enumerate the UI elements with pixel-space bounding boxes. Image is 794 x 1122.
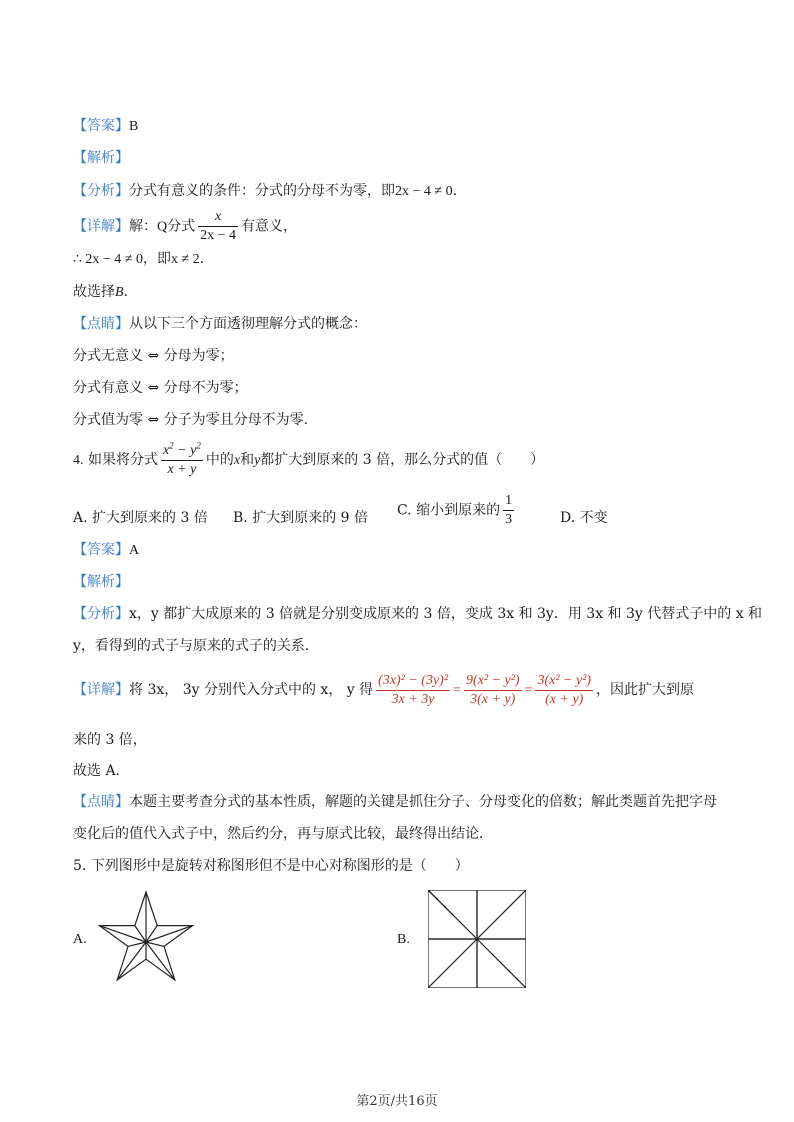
q4-option-c <box>397 492 517 529</box>
q4-answer-line <box>73 540 139 561</box>
q3-comment-text: 从以下三个方面透彻理解分式的概念： <box>129 316 367 332</box>
q4-option-c-num: 1 <box>503 492 514 511</box>
q4-comment-line2: 变化后的值代入式子中，然后约分，再与原式比较，最终得出结论． <box>73 826 493 842</box>
jiexi-tag: 【解析】 <box>73 574 129 590</box>
analysis-tag: 【分析】 <box>73 606 129 622</box>
period: . <box>123 284 129 300</box>
q3-detail-line <box>73 208 297 246</box>
comment-tag: 【点睛】 <box>73 316 129 332</box>
comment-tag: 【点睛】 <box>73 794 129 810</box>
q4-choose-line: 故选 A． <box>73 763 130 779</box>
q5-label-b: B. <box>397 932 410 947</box>
q4-var-y: y <box>254 453 261 468</box>
q3-therefore-end: x ≠ 2 <box>171 252 200 267</box>
q4-option-c-den: 3 <box>505 512 513 527</box>
q4-stem-b: 中的 <box>205 452 234 468</box>
q4-stem <box>73 440 544 481</box>
period: ． <box>452 183 467 199</box>
q4-eq1-num: (3x)² − (3y)² <box>376 672 450 691</box>
q4-option-d: D. 不变 <box>560 510 608 526</box>
period: ． <box>199 251 214 267</box>
q4-jiexi-line <box>73 572 129 592</box>
q5-label-a: A. <box>73 932 87 947</box>
sup-2: 2 <box>196 439 201 450</box>
q3-comment-line <box>73 314 367 334</box>
q4-eq2-den: 3(x + y) <box>470 691 516 707</box>
analysis-tag: 【分析】 <box>73 183 129 199</box>
q3-answer-value: B <box>129 119 139 134</box>
page-footer: 第2页/共16页 <box>356 1094 438 1109</box>
sup-2: 2 <box>169 439 174 450</box>
q4-analysis-line1 <box>73 604 762 624</box>
q4-frac-den: x + y <box>167 461 197 477</box>
q3-frac-num: x <box>198 208 238 227</box>
q4-eq1 <box>376 672 450 709</box>
q3-detail-suffix: 有意义， <box>241 218 298 235</box>
detail-tag: 【详解】 <box>73 218 129 235</box>
q3-choose-text: 故选择 <box>73 284 115 300</box>
q3-analysis-text: 分式有意义的条件：分式的分母不为零，即 <box>129 183 395 199</box>
q4-eq3 <box>535 672 593 709</box>
q4-comment-line1 <box>73 792 717 812</box>
q4-detail-b: ，因此扩大到原 <box>596 682 695 698</box>
q3-comment-3: 分式值为零 ⇔ 分子为零且分母不为零. <box>73 412 309 428</box>
q4-number: 4. <box>73 453 84 468</box>
q3-choose-letter: B <box>115 285 124 300</box>
q4-eq3-num: 3(x² − y²) <box>535 672 593 691</box>
equals-sign: = <box>524 683 533 698</box>
star-figure <box>94 888 198 992</box>
q3-comment-1: 分式无意义 ⇔ 分母为零； <box>73 348 234 364</box>
q4-stem-a: 如果将分式 <box>87 452 158 468</box>
q3-analysis-line <box>73 181 467 202</box>
q4-eq3-den: (x + y) <box>545 691 584 707</box>
q4-eq2 <box>464 672 522 709</box>
q4-analysis-text1: x，y 都扩大成原来的 3 倍就是分别变成原来的 3 倍，变成 3x 和 3y．用 3x 和 3y 代替式子中的 x 和 <box>129 606 763 622</box>
q4-option-c-fraction <box>503 492 514 529</box>
q4-analysis-line2: y，看得到的式子与原来的式子的关系． <box>73 638 319 654</box>
q4-eq1-den: 3x + 3y <box>391 691 435 707</box>
q3-therefore-math: ∴ 2x − 4 ≠ 0 <box>73 252 143 267</box>
jiexi-tag: 【解析】 <box>73 150 129 166</box>
q4-frac-num <box>161 439 203 461</box>
q3-frac-den: 2x − 4 <box>200 228 237 243</box>
q4-frac-num-b: − y <box>173 442 197 458</box>
q4-option-c-text: C. 缩小到原来的 <box>397 502 501 519</box>
q4-var-x: x <box>233 453 241 468</box>
q3-detail-mid: 分式 <box>167 218 196 235</box>
q3-therefore-mid: ，即 <box>143 251 171 267</box>
q3-analysis-math: 2x − 4 ≠ 0 <box>395 184 453 199</box>
q4-detail-line <box>73 668 694 713</box>
q4-detail-line2: 来的 3 倍， <box>73 732 147 748</box>
q4-stem-c: 和 <box>240 452 255 468</box>
q4-option-a: A. 扩大到原来的 3 倍 <box>73 510 208 526</box>
q4-stem-d: 都扩大到原来的 3 倍，那么分式的值（ ） <box>260 452 545 468</box>
equals-sign: = <box>453 683 461 698</box>
answer-tag: 【答案】 <box>73 542 129 558</box>
q4-fraction <box>161 439 203 479</box>
q4-eq2-num: 9(x² − y²) <box>464 672 522 691</box>
q4-detail-a: 将 3x， 3y 分别代入分式中的 x， y 得 <box>129 682 374 698</box>
q4-answer-value: A <box>129 543 140 558</box>
q4-comment-text1: 本题主要考查分式的基本性质，解题的关键是抓住分子、分母变化的倍数；解此类题首先把字母 <box>129 794 717 810</box>
q4-option-b: B. 扩大到原来的 9 倍 <box>233 510 368 526</box>
q3-therefore-line <box>73 249 214 270</box>
q3-answer-line <box>73 116 138 137</box>
q3-jiexi-line <box>73 148 129 168</box>
answer-tag: 【答案】 <box>73 118 129 134</box>
q3-fraction <box>198 208 238 245</box>
q3-choose-line <box>73 282 128 303</box>
because-symbol: Q <box>157 219 168 235</box>
q3-detail-prefix: 解： <box>129 218 157 235</box>
q4-frac-num-a: x <box>162 442 170 458</box>
pinwheel-figure <box>428 890 526 988</box>
detail-tag: 【详解】 <box>73 682 129 698</box>
q5-stem: 5. 下列图形中是旋转对称图形但不是中心对称图形的是（ ） <box>73 858 469 874</box>
q3-comment-2: 分式有意义 ⇔ 分母不为零； <box>73 380 248 396</box>
